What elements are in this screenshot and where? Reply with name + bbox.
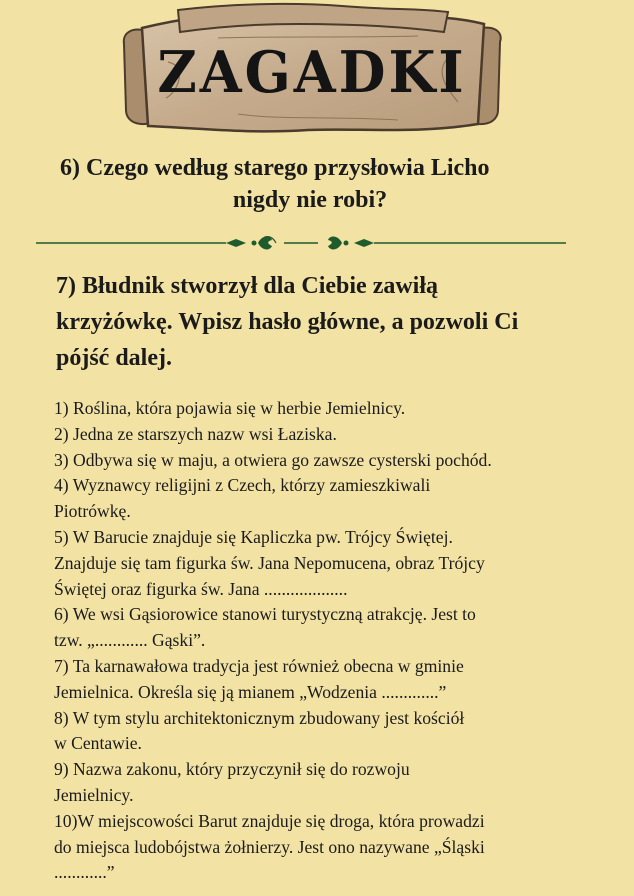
crossword-clues-list bbox=[54, 396, 614, 886]
question-7-line-3: pójść dalej. bbox=[56, 345, 172, 371]
question-7-line-2: krzyżówkę. Wpisz hasło główne, a pozwoli Ci bbox=[56, 309, 519, 335]
clue-line: Piotrówkę. bbox=[54, 501, 131, 522]
clue-line: 1) Roślina, która pojawia się w herbie Jemielnicy. bbox=[54, 398, 406, 418]
clue-line: Jemielnicy. bbox=[54, 784, 134, 805]
clue-line: 5) W Barucie znajduje się Kapliczka pw. Trójcy Świętej. bbox=[54, 526, 453, 547]
question-6-line-1: 6) Czego według starego przysłowia Licho bbox=[60, 155, 490, 181]
clue-line: w Centawie. bbox=[54, 733, 142, 754]
page-title: ZAGADKI bbox=[157, 38, 467, 106]
clue-line: 8) W tym stylu architektonicznym zbudowany jest kościół bbox=[54, 707, 465, 728]
clue-line: Jemielnica. Określa się ją mianem „Wodzenia .............” bbox=[54, 681, 447, 702]
clue-line: ............” bbox=[54, 862, 115, 883]
clue-line: 7) Ta karnawałowa tradycja jest również obecna w gminie bbox=[54, 655, 464, 676]
clue-line: 3) Odbywa się w maju, a otwiera go zawsze cysterski pochód. bbox=[54, 449, 492, 470]
clue-line: 4) Wyznawcy religijni z Czech, którzy zamieszkiwali bbox=[54, 475, 431, 496]
clue-line: tzw. „............ Gąski”. bbox=[54, 630, 206, 651]
clue-line: 10)W miejscowości Barut znajduje się droga, która prowadzi bbox=[54, 810, 485, 831]
clue-line: 6) We wsi Gąsiorowice stanowi turystyczną atrakcję. Jest to bbox=[54, 604, 476, 625]
clue-line: do miejsca ludobójstwa żołnierzy. Jest ono nazywane „Śląski bbox=[54, 836, 485, 857]
question-7-line-1: 7) Błudnik stworzył dla Ciebie zawiłą bbox=[56, 273, 439, 299]
clue-line: Znajduje się tam figurka św. Jana Nepomucena, obraz Trójcy bbox=[54, 552, 485, 573]
question-6 bbox=[60, 152, 580, 216]
ornamental-divider-icon bbox=[36, 232, 566, 254]
clue-line: 9) Nazwa zakonu, który przyczynił się do rozwoju bbox=[54, 759, 410, 780]
clue-line: Świętej oraz figurka św. Jana ................... bbox=[54, 578, 348, 599]
question-7 bbox=[56, 268, 596, 376]
clue-line: 2) Jedna ze starszych nazw wsi Łaziska. bbox=[54, 423, 337, 444]
title-banner bbox=[118, 2, 506, 142]
question-6-line-2: nigdy nie robi? bbox=[232, 187, 388, 213]
